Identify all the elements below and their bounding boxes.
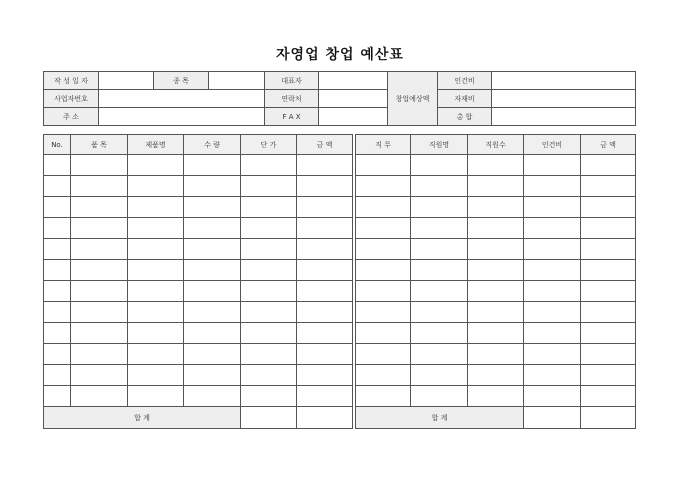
table-cell[interactable] [44, 155, 71, 176]
table-cell[interactable] [411, 239, 468, 260]
table-cell[interactable] [71, 218, 128, 239]
header-job-amount: 금 액 [581, 135, 636, 155]
header-employee-name: 직원명 [411, 135, 468, 155]
table-cell[interactable] [468, 239, 524, 260]
right-total-label: 합 계 [356, 407, 524, 429]
table-cell[interactable] [411, 176, 468, 197]
table-cell[interactable] [297, 260, 353, 281]
table-cell[interactable] [44, 281, 71, 302]
header-labor-cost: 인건비 [524, 135, 581, 155]
table-cell[interactable] [44, 239, 71, 260]
table-row [44, 365, 636, 386]
table-cell[interactable] [184, 197, 241, 218]
table-cell[interactable] [71, 197, 128, 218]
table-cell[interactable] [128, 260, 184, 281]
table-cell[interactable] [581, 323, 636, 344]
table-cell[interactable] [411, 218, 468, 239]
date-field[interactable] [99, 72, 154, 90]
table-row [44, 281, 636, 302]
header-quantity: 수 량 [184, 135, 241, 155]
table-header-row [44, 135, 636, 155]
table-cell[interactable] [468, 281, 524, 302]
table-cell[interactable] [184, 176, 241, 197]
table-cell[interactable] [71, 176, 128, 197]
table-cell[interactable] [524, 176, 581, 197]
table-cell[interactable] [468, 197, 524, 218]
table-cell[interactable] [581, 386, 636, 407]
table-cell[interactable] [184, 155, 241, 176]
table-cell[interactable] [297, 155, 353, 176]
table-cell[interactable] [128, 155, 184, 176]
table-cell[interactable] [297, 323, 353, 344]
material-cost-field[interactable] [492, 90, 636, 108]
table-cell[interactable] [581, 155, 636, 176]
table-cell[interactable] [241, 323, 297, 344]
table-cell[interactable] [356, 260, 411, 281]
header-no: No. [44, 135, 71, 155]
table-cell[interactable] [241, 218, 297, 239]
table-cell[interactable] [356, 302, 411, 323]
date-label: 작 성 일 자 [44, 72, 99, 90]
table-cell[interactable] [468, 218, 524, 239]
table-cell[interactable] [524, 260, 581, 281]
table-cell[interactable] [128, 302, 184, 323]
table-cell[interactable] [44, 197, 71, 218]
address-label: 주 소 [44, 108, 99, 126]
table-cell[interactable] [44, 302, 71, 323]
table-cell[interactable] [184, 218, 241, 239]
table-cell[interactable] [356, 365, 411, 386]
table-cell[interactable] [356, 239, 411, 260]
table-cell[interactable] [581, 281, 636, 302]
table-row [44, 260, 636, 281]
left-total-amount-cell[interactable] [297, 407, 353, 429]
table-row [44, 386, 636, 407]
table-cell[interactable] [128, 218, 184, 239]
table-cell[interactable] [241, 239, 297, 260]
table-cell[interactable] [44, 260, 71, 281]
table-cell[interactable] [581, 197, 636, 218]
table-cell[interactable] [71, 155, 128, 176]
table-cell[interactable] [468, 365, 524, 386]
table-cell[interactable] [241, 281, 297, 302]
table-cell[interactable] [44, 386, 71, 407]
page-title: 자영업 창업 예산표 [276, 47, 404, 63]
table-cell[interactable] [356, 218, 411, 239]
business-type-label: 종 목 [154, 72, 209, 90]
table-cell[interactable] [524, 218, 581, 239]
table-cell[interactable] [241, 344, 297, 365]
total-field[interactable] [492, 108, 636, 126]
table-cell[interactable] [581, 176, 636, 197]
table-cell[interactable] [44, 218, 71, 239]
table-cell[interactable] [71, 281, 128, 302]
table-cell[interactable] [71, 344, 128, 365]
table-cell[interactable] [297, 281, 353, 302]
table-cell[interactable] [44, 344, 71, 365]
address-field[interactable] [99, 108, 265, 126]
right-total-labor-cell[interactable] [524, 407, 581, 429]
table-cell[interactable] [128, 176, 184, 197]
table-cell[interactable] [524, 344, 581, 365]
table-cell[interactable] [184, 365, 241, 386]
table-cell[interactable] [411, 155, 468, 176]
table-cell[interactable] [468, 155, 524, 176]
table-cell[interactable] [128, 386, 184, 407]
table-cell[interactable] [356, 323, 411, 344]
table-cell[interactable] [411, 386, 468, 407]
table-cell[interactable] [71, 386, 128, 407]
table-cell[interactable] [524, 365, 581, 386]
labor-cost-label: 인건비 [438, 72, 492, 90]
table-cell[interactable] [581, 302, 636, 323]
table-cell[interactable] [184, 239, 241, 260]
table-row [44, 218, 636, 239]
table-cell[interactable] [184, 260, 241, 281]
table-cell[interactable] [184, 302, 241, 323]
table-cell[interactable] [356, 176, 411, 197]
header-employee-count: 직원수 [468, 135, 524, 155]
table-cell[interactable] [468, 344, 524, 365]
table-cell[interactable] [468, 302, 524, 323]
contact-field[interactable] [319, 90, 388, 108]
table-row [44, 197, 636, 218]
table-cell[interactable] [128, 344, 184, 365]
table-cell[interactable] [241, 176, 297, 197]
fax-label: F A X [265, 108, 319, 126]
material-cost-label: 자재비 [438, 90, 492, 108]
table-cell[interactable] [411, 365, 468, 386]
table-cell[interactable] [524, 323, 581, 344]
table-cell[interactable] [184, 386, 241, 407]
table-cell[interactable] [524, 155, 581, 176]
table-row [44, 344, 636, 365]
table-cell[interactable] [241, 197, 297, 218]
table-cell[interactable] [184, 323, 241, 344]
table-cell[interactable] [71, 323, 128, 344]
table-cell[interactable] [468, 323, 524, 344]
table-row [44, 302, 636, 323]
table-cell[interactable] [581, 239, 636, 260]
table-cell[interactable] [524, 302, 581, 323]
table-cell[interactable] [468, 260, 524, 281]
table-cell[interactable] [297, 302, 353, 323]
left-total-unit-price-cell[interactable] [241, 407, 297, 429]
table-cell[interactable] [44, 176, 71, 197]
representative-field[interactable] [319, 72, 388, 90]
table-cell[interactable] [356, 281, 411, 302]
table-row [44, 239, 636, 260]
table-cell[interactable] [241, 365, 297, 386]
contact-label: 연락처 [265, 90, 319, 108]
table-cell[interactable] [241, 302, 297, 323]
table-cell[interactable] [71, 365, 128, 386]
table-cell[interactable] [411, 302, 468, 323]
table-cell[interactable] [524, 281, 581, 302]
table-cell[interactable] [297, 386, 353, 407]
table-cell[interactable] [468, 386, 524, 407]
table-cell[interactable] [71, 239, 128, 260]
right-total-amount-cell[interactable] [581, 407, 636, 429]
table-cell[interactable] [128, 239, 184, 260]
fax-field[interactable] [319, 108, 388, 126]
table-cell[interactable] [356, 386, 411, 407]
table-row [44, 176, 636, 197]
table-cell[interactable] [128, 323, 184, 344]
business-type-field[interactable] [209, 72, 265, 90]
table-cell[interactable] [297, 239, 353, 260]
header-product-name: 제품명 [128, 135, 184, 155]
table-cell[interactable] [297, 197, 353, 218]
table-cell[interactable] [524, 386, 581, 407]
table-cell[interactable] [356, 197, 411, 218]
info-table [43, 71, 636, 126]
table-cell[interactable] [297, 365, 353, 386]
table-cell[interactable] [241, 155, 297, 176]
left-total-label: 합 계 [44, 407, 241, 429]
table-cell[interactable] [356, 344, 411, 365]
table-row [44, 323, 636, 344]
header-item: 품 목 [71, 135, 128, 155]
header-unit-price: 단 가 [241, 135, 297, 155]
table-cell[interactable] [241, 260, 297, 281]
table-cell[interactable] [581, 218, 636, 239]
table-cell[interactable] [128, 281, 184, 302]
table-cell[interactable] [411, 344, 468, 365]
table-cell[interactable] [297, 344, 353, 365]
table-cell[interactable] [468, 176, 524, 197]
table-cell[interactable] [184, 281, 241, 302]
header-amount: 금 액 [297, 135, 353, 155]
table-cell[interactable] [71, 260, 128, 281]
labor-cost-field[interactable] [492, 72, 636, 90]
table-cell[interactable] [581, 260, 636, 281]
table-cell[interactable] [581, 344, 636, 365]
table-row [44, 155, 636, 176]
table-cell[interactable] [356, 155, 411, 176]
representative-label: 대표자 [265, 72, 319, 90]
total-label: 총 합 [438, 108, 492, 126]
total-row [44, 407, 636, 429]
business-no-field[interactable] [99, 90, 265, 108]
table-cell[interactable] [411, 281, 468, 302]
table-cell[interactable] [411, 323, 468, 344]
table-cell[interactable] [241, 386, 297, 407]
table-cell[interactable] [128, 365, 184, 386]
table-cell[interactable] [297, 176, 353, 197]
table-cell[interactable] [128, 197, 184, 218]
budget-label: 창업예상액 [388, 72, 438, 126]
table-cell[interactable] [411, 197, 468, 218]
business-no-label: 사업자번호 [44, 90, 99, 108]
table-cell[interactable] [297, 218, 353, 239]
table-cell[interactable] [184, 344, 241, 365]
table-cell[interactable] [411, 260, 468, 281]
table-cell[interactable] [524, 239, 581, 260]
header-job: 직 무 [356, 135, 411, 155]
table-cell[interactable] [524, 197, 581, 218]
table-cell[interactable] [44, 323, 71, 344]
table-cell[interactable] [71, 302, 128, 323]
table-cell[interactable] [44, 365, 71, 386]
table-cell[interactable] [581, 365, 636, 386]
budget-table [43, 134, 636, 429]
